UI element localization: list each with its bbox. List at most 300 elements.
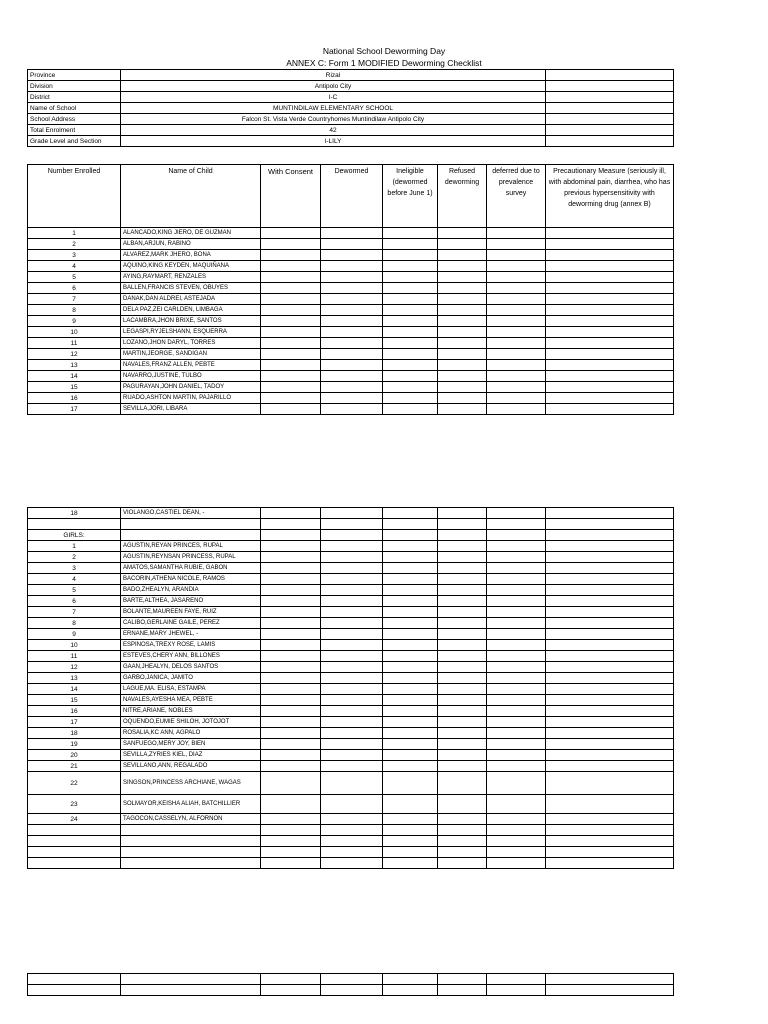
checklist-cell [261, 706, 321, 717]
checklist-cell [261, 508, 321, 519]
table-row [28, 327, 674, 338]
info-extra [546, 125, 674, 136]
checklist-cell [487, 283, 546, 294]
checklist-cell [261, 382, 321, 393]
checklist-cell [321, 728, 383, 739]
checklist-cell [383, 618, 438, 629]
checklist-cell [261, 574, 321, 585]
checklist-cell [321, 294, 383, 305]
checklist-cell [321, 858, 383, 869]
checklist-cell [261, 629, 321, 640]
checklist-cell [261, 530, 321, 541]
checklist-cell [546, 541, 674, 552]
name-cell: SINGSON,PRINCESS ARCHIANE, WAGAS [121, 772, 261, 795]
table-row [28, 272, 674, 283]
checklist-cell [261, 360, 321, 371]
checklist-cell [261, 294, 321, 305]
checklist-cell [261, 228, 321, 239]
table-row [28, 508, 674, 519]
table-row [28, 985, 674, 996]
checklist-cell [321, 985, 383, 996]
number-cell: 2 [28, 239, 121, 250]
checklist-cell [546, 349, 674, 360]
checklist-cell [438, 585, 487, 596]
checklist-cell [321, 508, 383, 519]
checklist-cell [261, 761, 321, 772]
checklist-cell [487, 327, 546, 338]
checklist-cell [546, 795, 674, 814]
checklist-cell [383, 596, 438, 607]
checklist-cell [546, 684, 674, 695]
checklist-cell [321, 338, 383, 349]
checklist-cell [321, 795, 383, 814]
column-header: Precautionary Measure (seriously ill, with abdominal pain, diarrhea, who has previous hypersensitivity with deworming drug (annex B) [546, 165, 674, 228]
checklist-cell [383, 272, 438, 283]
checklist-cell [487, 814, 546, 825]
form-title: National School Deworming Day [322, 46, 446, 56]
checklist-cell [438, 382, 487, 393]
checklist-cell [321, 239, 383, 250]
checklist-cell [487, 305, 546, 316]
checklist-cell [261, 541, 321, 552]
checklist-cell [487, 530, 546, 541]
table-row [28, 250, 674, 261]
checklist-cell [383, 585, 438, 596]
name-cell: ALBAN,ARJUN, RABINO [121, 239, 261, 250]
checklist-cell [438, 858, 487, 869]
checklist-cell [383, 750, 438, 761]
info-extra [546, 81, 674, 92]
number-cell [28, 847, 121, 858]
number-cell: 8 [28, 618, 121, 629]
form-subtitle: ANNEX C: Form 1 MODIFIED Deworming Checklist [286, 58, 482, 68]
name-cell: LOZANO,JHON DARYL, TORRES [121, 338, 261, 349]
name-cell: BOLANTE,MAUREEN FAYE, RUIZ [121, 607, 261, 618]
checklist-cell [383, 761, 438, 772]
table-row [28, 825, 674, 836]
checklist-cell [321, 519, 383, 530]
checklist-cell [546, 283, 674, 294]
name-cell [121, 530, 261, 541]
checklist-cell [438, 607, 487, 618]
info-extra [546, 114, 674, 125]
checklist-cell [546, 393, 674, 404]
table-row [28, 974, 674, 985]
checklist-cell [383, 228, 438, 239]
info-value: I-C [121, 92, 546, 103]
checklist-cell [261, 825, 321, 836]
checklist-cell [321, 684, 383, 695]
info-label: Province [28, 70, 121, 81]
checklist-cell [438, 228, 487, 239]
name-cell [121, 974, 261, 985]
checklist-cell [321, 695, 383, 706]
checklist-cell [383, 519, 438, 530]
checklist-cell [546, 316, 674, 327]
checklist-cell [487, 294, 546, 305]
checklist-cell [383, 294, 438, 305]
checklist-cell [487, 836, 546, 847]
checklist-cell [438, 695, 487, 706]
checklist-cell [261, 836, 321, 847]
name-cell: ERNANE,MARY JHEWEL, - [121, 629, 261, 640]
table-row [28, 629, 674, 640]
checklist-cell [546, 618, 674, 629]
info-row [28, 103, 674, 114]
checklist-cell [438, 728, 487, 739]
info-label: Grade Level and Section [28, 136, 121, 147]
checklist-cell [383, 629, 438, 640]
checklist-cell [438, 640, 487, 651]
checklist-cell [487, 272, 546, 283]
name-cell: AQUINO,KING KEYDEN, MAQUIÑANA [121, 261, 261, 272]
table-row [28, 728, 674, 739]
deworming-checklist-table-continued [27, 507, 674, 869]
checklist-cell [321, 552, 383, 563]
checklist-table-bottom [27, 973, 674, 996]
checklist-cell [321, 662, 383, 673]
checklist-cell [438, 404, 487, 415]
checklist-cell [321, 761, 383, 772]
checklist-cell [438, 974, 487, 985]
number-cell: 7 [28, 607, 121, 618]
checklist-cell [321, 563, 383, 574]
number-cell: 18 [28, 508, 121, 519]
number-cell: 20 [28, 750, 121, 761]
checklist-cell [321, 371, 383, 382]
number-cell: 17 [28, 404, 121, 415]
checklist-cell [261, 596, 321, 607]
number-cell: 4 [28, 574, 121, 585]
checklist-cell [383, 825, 438, 836]
checklist-cell [438, 272, 487, 283]
table-row [28, 316, 674, 327]
checklist-cell [546, 360, 674, 371]
checklist-cell [321, 305, 383, 316]
checklist-cell [321, 327, 383, 338]
checklist-cell [546, 974, 674, 985]
name-cell: NAVALES,FRANZ ALLEN, PEBTE [121, 360, 261, 371]
name-cell: DELA PAZ,ZEI CARLDEN, LIMBAGA [121, 305, 261, 316]
checklist-cell [487, 519, 546, 530]
table-row [28, 305, 674, 316]
name-cell: OQUENDO,EUMIE SHILOH, JOTOJOT [121, 717, 261, 728]
checklist-cell [487, 541, 546, 552]
checklist-cell [383, 261, 438, 272]
checklist-cell [383, 508, 438, 519]
number-cell: 19 [28, 739, 121, 750]
number-cell: 2 [28, 552, 121, 563]
checklist-cell [321, 382, 383, 393]
checklist-cell [546, 825, 674, 836]
checklist-cell [487, 349, 546, 360]
checklist-cell [261, 250, 321, 261]
info-label: Division [28, 81, 121, 92]
name-cell: LEGASPI,RYJELSHANN, ESQUERRA [121, 327, 261, 338]
name-cell: NAVALES,AYESHA MEA, PEBTE [121, 695, 261, 706]
checklist-cell [487, 739, 546, 750]
checklist-cell [546, 404, 674, 415]
name-cell: VIOLANGO,CASTIEL DEAN, - [121, 508, 261, 519]
checklist-cell [438, 338, 487, 349]
table-row [28, 294, 674, 305]
info-value: Falcon St. Vista Verde Countryhomes Muntindilaw Antipolo City [121, 114, 546, 125]
number-cell: 9 [28, 629, 121, 640]
number-cell: 13 [28, 673, 121, 684]
column-header: Refused deworming [438, 165, 487, 228]
checklist-cell [261, 772, 321, 795]
checklist-cell [261, 371, 321, 382]
checklist-cell [487, 618, 546, 629]
column-header: Name of Child [121, 165, 261, 228]
checklist-cell [261, 728, 321, 739]
checklist-cell [321, 706, 383, 717]
table-row [28, 618, 674, 629]
checklist-cell [321, 651, 383, 662]
checklist-cell [487, 228, 546, 239]
name-cell [121, 858, 261, 869]
table-row [28, 750, 674, 761]
checklist-cell [383, 250, 438, 261]
info-extra [546, 136, 674, 147]
checklist-cell [321, 530, 383, 541]
checklist-cell [487, 338, 546, 349]
checklist-cell [261, 349, 321, 360]
name-cell: BACORIN,ATHENA NICOLE, RAMOS [121, 574, 261, 585]
checklist-cell [546, 585, 674, 596]
checklist-cell [321, 974, 383, 985]
name-cell: NITRE,ARIANE, NOBLES [121, 706, 261, 717]
table-row [28, 574, 674, 585]
checklist-cell [546, 673, 674, 684]
checklist-cell [321, 585, 383, 596]
checklist-cell [487, 382, 546, 393]
checklist-cell [261, 283, 321, 294]
table-row [28, 607, 674, 618]
checklist-cell [321, 673, 383, 684]
checklist-cell [438, 261, 487, 272]
number-cell: 4 [28, 261, 121, 272]
table-row [28, 662, 674, 673]
checklist-cell [487, 673, 546, 684]
info-row [28, 70, 674, 81]
number-cell: 21 [28, 761, 121, 772]
checklist-cell [487, 574, 546, 585]
checklist-cell [383, 239, 438, 250]
checklist-cell [261, 316, 321, 327]
checklist-cell [546, 607, 674, 618]
checklist-cell [546, 574, 674, 585]
number-cell: 14 [28, 684, 121, 695]
checklist-cell [438, 349, 487, 360]
number-cell: 8 [28, 305, 121, 316]
checklist-cell [546, 508, 674, 519]
table-row [28, 651, 674, 662]
checklist-cell [438, 629, 487, 640]
checklist-cell [261, 618, 321, 629]
checklist-cell [438, 552, 487, 563]
table-row [28, 360, 674, 371]
checklist-cell [487, 761, 546, 772]
table-row [28, 739, 674, 750]
checklist-cell [487, 651, 546, 662]
table-row [28, 640, 674, 651]
info-row [28, 92, 674, 103]
name-cell: SEVILLANO,ANN, REGALADO [121, 761, 261, 772]
checklist-cell [321, 228, 383, 239]
info-extra [546, 92, 674, 103]
checklist-cell [438, 596, 487, 607]
checklist-cell [546, 228, 674, 239]
checklist-cell [261, 640, 321, 651]
table-row [28, 847, 674, 858]
checklist-cell [383, 695, 438, 706]
column-header: Number Enrolled [28, 165, 121, 228]
checklist-cell [487, 552, 546, 563]
checklist-cell [487, 750, 546, 761]
checklist-cell [261, 393, 321, 404]
checklist-cell [383, 371, 438, 382]
checklist-cell [321, 272, 383, 283]
checklist-cell [487, 795, 546, 814]
table-row [28, 814, 674, 825]
table-row [28, 563, 674, 574]
checklist-cell [261, 814, 321, 825]
name-cell: GAAN,JHEALYN, DELOS SANTOS [121, 662, 261, 673]
number-cell: 9 [28, 316, 121, 327]
number-cell: 22 [28, 772, 121, 795]
number-cell: 6 [28, 283, 121, 294]
number-cell: GIRLS: [28, 530, 121, 541]
table-row [28, 695, 674, 706]
table-row [28, 673, 674, 684]
name-cell [121, 985, 261, 996]
checklist-cell [383, 684, 438, 695]
checklist-cell [321, 283, 383, 294]
checklist-cell [487, 261, 546, 272]
checklist-cell [546, 261, 674, 272]
checklist-cell [438, 530, 487, 541]
checklist-cell [321, 360, 383, 371]
checklist-cell [438, 795, 487, 814]
checklist-cell [383, 382, 438, 393]
checklist-cell [383, 360, 438, 371]
number-cell: 10 [28, 640, 121, 651]
checklist-cell [438, 662, 487, 673]
number-cell: 13 [28, 360, 121, 371]
number-cell [28, 985, 121, 996]
checklist-cell [261, 717, 321, 728]
column-header: Dewormed [321, 165, 383, 228]
info-label: Total Enrolment [28, 125, 121, 136]
checklist-cell [438, 772, 487, 795]
number-cell: 10 [28, 327, 121, 338]
name-cell: PAGURAYAN,JOHN DANIEL, TADOY [121, 382, 261, 393]
checklist-cell [438, 574, 487, 585]
checklist-cell [321, 640, 383, 651]
checklist-cell [383, 327, 438, 338]
name-cell: BARTE,ALTHEA, JASARENO [121, 596, 261, 607]
table-row [28, 338, 674, 349]
table-row [28, 552, 674, 563]
checklist-cell [383, 772, 438, 795]
checklist-cell [261, 552, 321, 563]
number-cell: 11 [28, 338, 121, 349]
number-cell: 16 [28, 393, 121, 404]
checklist-cell [546, 728, 674, 739]
checklist-cell [261, 974, 321, 985]
checklist-cell [383, 530, 438, 541]
checklist-cell [321, 629, 383, 640]
checklist-cell [383, 552, 438, 563]
checklist-cell [383, 305, 438, 316]
checklist-cell [546, 695, 674, 706]
checklist-cell [383, 338, 438, 349]
table-row [28, 585, 674, 596]
checklist-cell [383, 404, 438, 415]
checklist-cell [261, 985, 321, 996]
checklist-cell [546, 305, 674, 316]
checklist-cell [546, 272, 674, 283]
checklist-cell [438, 393, 487, 404]
checklist-cell [321, 596, 383, 607]
checklist-cell [546, 706, 674, 717]
checklist-cell [321, 836, 383, 847]
checklist-cell [487, 662, 546, 673]
table-row [28, 261, 674, 272]
table-row [28, 530, 674, 541]
number-cell: 12 [28, 349, 121, 360]
checklist-cell [321, 750, 383, 761]
checklist-cell [261, 750, 321, 761]
table-row [28, 393, 674, 404]
checklist-cell [383, 349, 438, 360]
table-row [28, 239, 674, 250]
number-cell [28, 836, 121, 847]
name-cell [121, 836, 261, 847]
checklist-cell [261, 327, 321, 338]
checklist-cell [261, 305, 321, 316]
checklist-cell [546, 858, 674, 869]
table-row [28, 519, 674, 530]
checklist-cell [487, 695, 546, 706]
name-cell: GARBO,JANICA, JAMITO [121, 673, 261, 684]
checklist-cell [383, 974, 438, 985]
checklist-cell [261, 651, 321, 662]
checklist-cell [546, 761, 674, 772]
name-cell: SEVILLA,JORI, LIBARA [121, 404, 261, 415]
name-cell [121, 825, 261, 836]
checklist-cell [546, 327, 674, 338]
name-cell: BADO,ZHEALYN, ARANDIA [121, 585, 261, 596]
checklist-cell [487, 563, 546, 574]
name-cell: ALVAREZ,MARK JHERO, BONA [121, 250, 261, 261]
checklist-cell [546, 371, 674, 382]
checklist-cell [383, 795, 438, 814]
info-row [28, 81, 674, 92]
checklist-cell [383, 706, 438, 717]
name-cell: SANFUEGO,MERY JOY, BIEN [121, 739, 261, 750]
checklist-cell [261, 673, 321, 684]
checklist-cell [546, 563, 674, 574]
checklist-cell [261, 585, 321, 596]
name-cell: AGUSTIN,REYNSAN PRINCESS, RUPAL [121, 552, 261, 563]
name-cell: AMATOS,SAMANTHA RUBIE, GABON [121, 563, 261, 574]
checklist-cell [321, 349, 383, 360]
checklist-cell [438, 239, 487, 250]
checklist-cell [438, 541, 487, 552]
checklist-cell [383, 847, 438, 858]
